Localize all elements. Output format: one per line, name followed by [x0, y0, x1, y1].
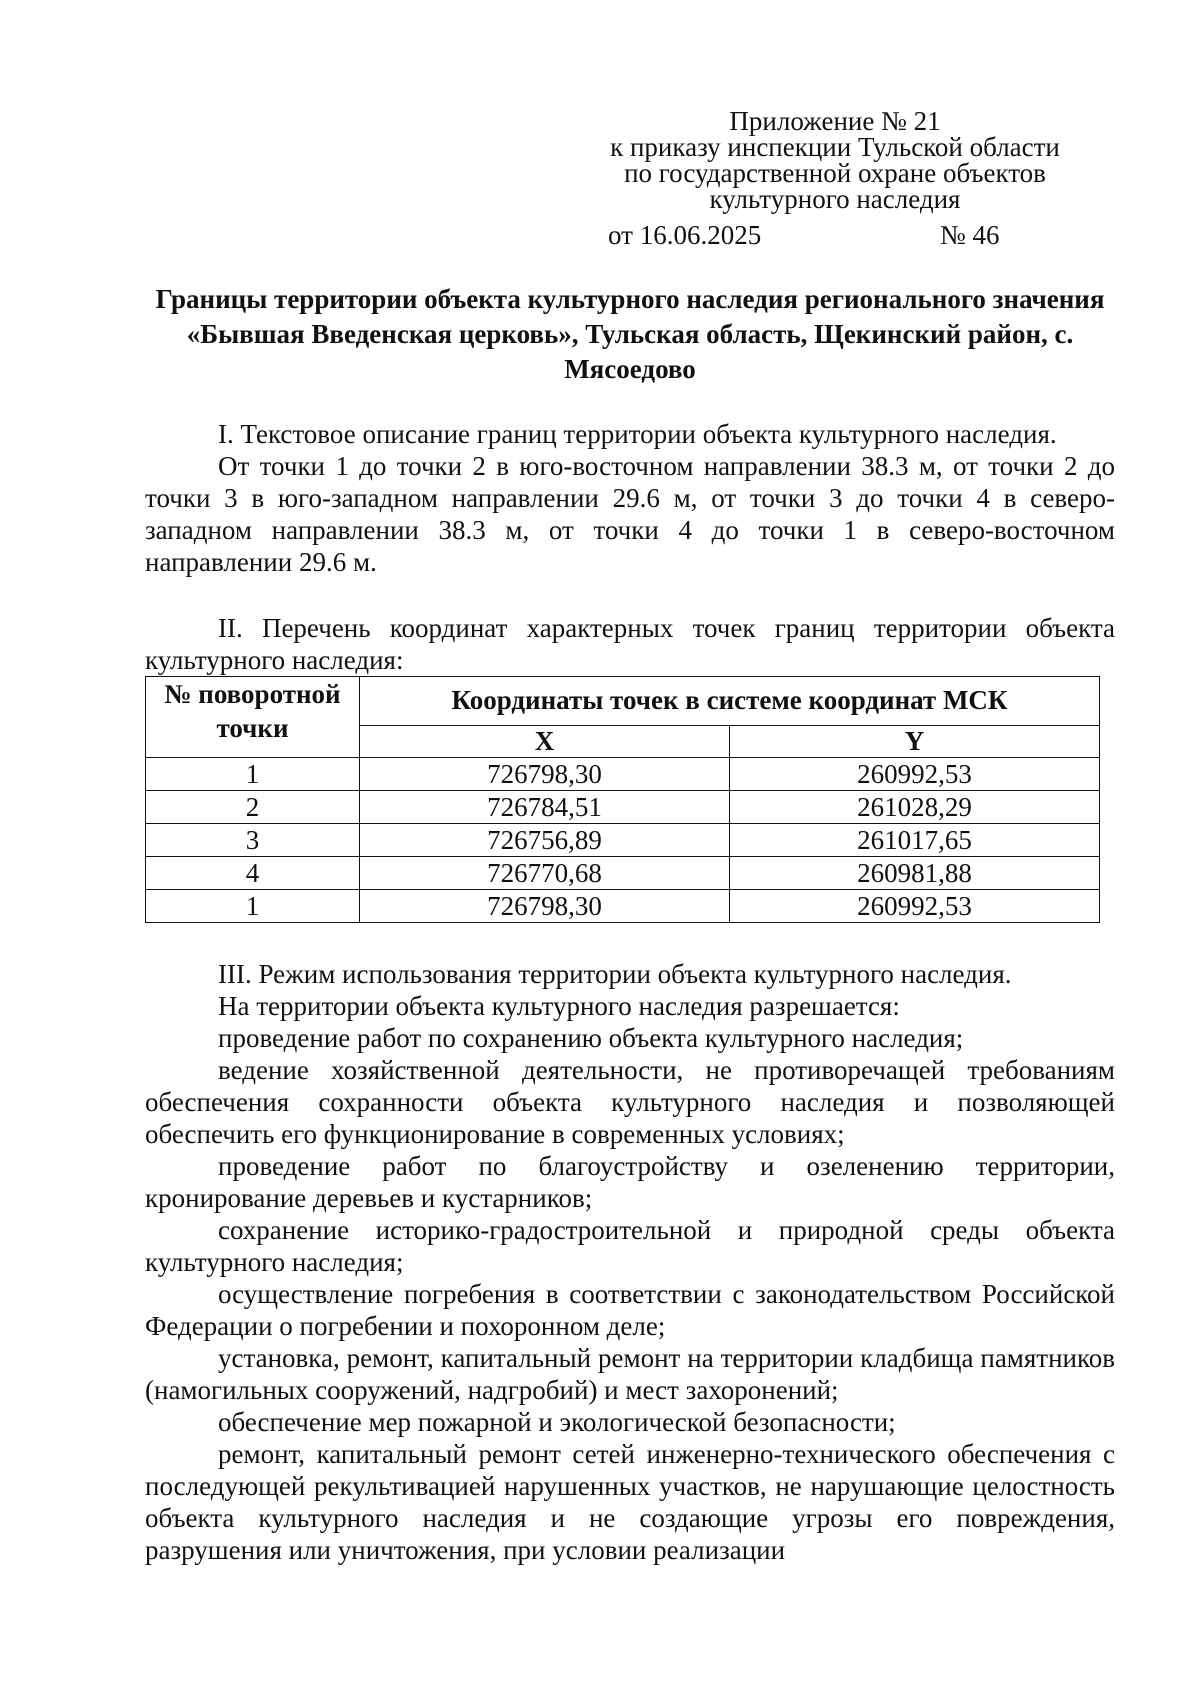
- permission-item: осуществление погребения в соответствии с законодательством Российской Федерации о погребении и похоронном деле;: [145, 1279, 1115, 1341]
- table-row: [146, 857, 1100, 890]
- permission-item: установка, ремонт, капитальный ремонт на территории кладбища памятников (намогильных сооружений, надгробий) и мест захоронений;: [145, 1343, 1115, 1405]
- col-point-header: № поворотной точки: [146, 677, 360, 758]
- y-cell: 260992,53: [730, 758, 1100, 791]
- appendix-line: Приложение № 21: [729, 106, 941, 136]
- x-cell: 726798,30: [360, 890, 730, 923]
- col-y-header: Y: [730, 725, 1100, 757]
- point-cell: 1: [146, 758, 360, 791]
- y-cell: 260981,88: [730, 857, 1100, 890]
- section3-heading: III. Режим использования территории объекта культурного наследия.: [218, 959, 1012, 989]
- order-date: от 16.06.2025: [608, 220, 762, 250]
- permission-item: сохранение историко-градостроительной и природной среды объекта культурного наследия;: [145, 1215, 1115, 1277]
- table-header-row: [146, 677, 1100, 726]
- appendix-header: [575, 108, 1095, 212]
- order-number: № 46: [940, 220, 1000, 250]
- section2-heading: II. Перечень координат характерных точек границ территории объекта культурного наследия:: [145, 613, 1115, 675]
- permission-item: обеспечение мер пожарной и экологической безопасности;: [218, 1407, 896, 1437]
- point-cell: 3: [146, 824, 360, 857]
- col-x-header: X: [360, 725, 730, 757]
- permission-item: ведение хозяйственной деятельности, не противоречащей требованиям обеспечения сохранности объекта культурного наследия и позволяющей обеспечить его функционирование в современных условиях;: [145, 1055, 1115, 1149]
- section1-text: От точки 1 до точки 2 в юго-восточном направлении 38.3 м, от точки 2 до точки 3 в юго-западном направлении 29.6 м, от точки 3 до точки 4 в северо-западном направлении 38.3 м, от точки 4 до точки 1 в северо-восточном направлении 29.6 м.: [145, 451, 1115, 577]
- appendix-line: культурного наследия: [709, 184, 961, 214]
- section3-intro: На территории объекта культурного наследия разрешается:: [218, 991, 900, 1021]
- table-row: [146, 791, 1100, 824]
- point-cell: 1: [146, 890, 360, 923]
- point-cell: 4: [146, 857, 360, 890]
- y-cell: 261017,65: [730, 824, 1100, 857]
- appendix-line: по государственной охране объектов: [624, 158, 1046, 188]
- permission-item: проведение работ по благоустройству и озеленению территории, кронирование деревьев и кустарников;: [145, 1151, 1115, 1213]
- permission-item: ремонт, капитальный ремонт сетей инженерно-технического обеспечения с последующей рекультивацией нарушенных участков, не нарушающие целостность объекта культурного наследия и не создающие угрозы его повреждения, разрушения или уничтожения, при условии реализации: [145, 1439, 1115, 1565]
- point-cell: 2: [146, 791, 360, 824]
- table-row: [146, 824, 1100, 857]
- x-cell: 726770,68: [360, 857, 730, 890]
- section1-heading: I. Текстовое описание границ территории объекта культурного наследия.: [218, 419, 1057, 449]
- y-cell: 260992,53: [730, 890, 1100, 923]
- document-title: Границы территории объекта культурного наследия регионального значения «Бывшая Введенская церковь», Тульская область, Щекинский район, с. Мясоедово: [155, 284, 1105, 384]
- table-row: [146, 758, 1100, 791]
- coordinates-table: [145, 676, 1100, 923]
- y-cell: 261028,29: [730, 791, 1100, 824]
- x-cell: 726756,89: [360, 824, 730, 857]
- table-row: [146, 890, 1100, 923]
- permission-item: проведение работ по сохранению объекта культурного наследия;: [218, 1023, 964, 1053]
- col-system-header: Координаты точек в системе координат МСК: [360, 677, 1100, 726]
- x-cell: 726798,30: [360, 758, 730, 791]
- appendix-line: к приказу инспекции Тульской области: [610, 132, 1060, 162]
- x-cell: 726784,51: [360, 791, 730, 824]
